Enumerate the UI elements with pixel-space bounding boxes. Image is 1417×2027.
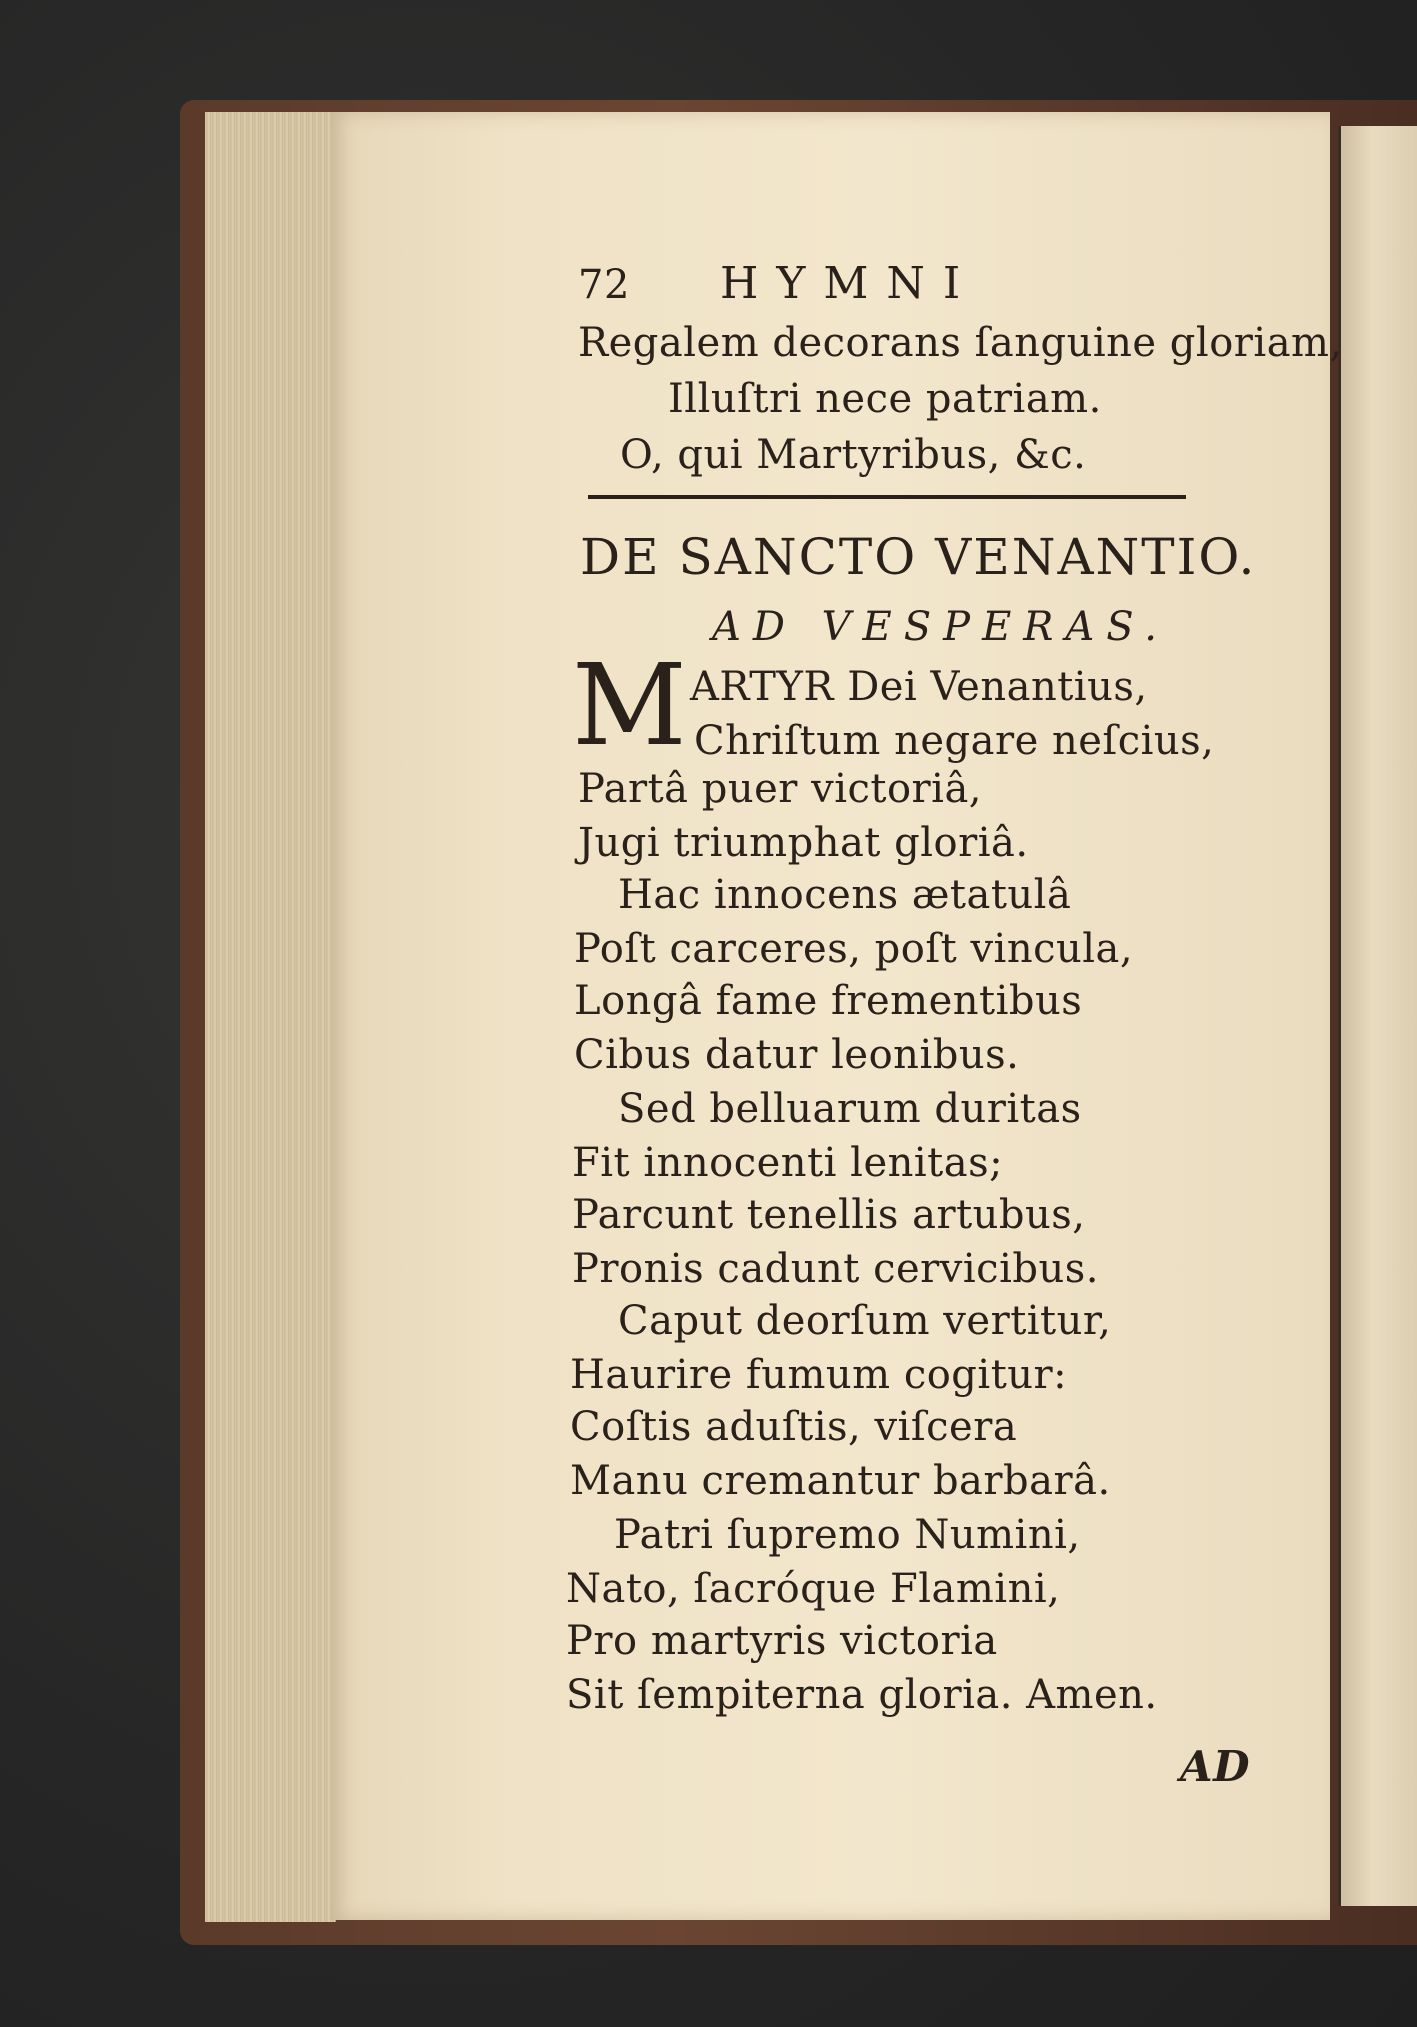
hymn-line: Partâ puer victoriâ, xyxy=(578,766,983,812)
running-title: H Y M N I xyxy=(720,258,963,309)
drop-cap: M xyxy=(572,641,688,771)
section-subtitle: AD VESPERAS. xyxy=(712,604,1169,650)
page-edges xyxy=(205,112,336,1922)
hymn-line: Longâ fame frementibus xyxy=(574,978,1083,1024)
hymn-line: Hac innocens ætatulâ xyxy=(618,872,1072,918)
hymn-line: Jugi triumphat gloriâ. xyxy=(578,820,1029,866)
hymn-line: Sed belluarum duritas xyxy=(618,1086,1082,1132)
hymn-line: Coſtis aduſtis, viſcera xyxy=(570,1404,1018,1450)
hymn-line: Parcunt tenellis artubus, xyxy=(572,1192,1086,1238)
hymn-line: Cibus datur leonibus. xyxy=(574,1032,1020,1078)
hymn-line: Nato, ſacróque Flamini, xyxy=(566,1566,1061,1612)
hymn-line: Pronis cadunt cervicibus. xyxy=(572,1246,1099,1292)
hymn-line: Pro martyris victoria xyxy=(566,1618,998,1664)
section-divider xyxy=(588,495,1186,499)
hymn-line: Haurire fumum cogitur: xyxy=(570,1352,1068,1398)
hymn-line: Poſt carceres, poſt vincula, xyxy=(574,926,1134,972)
stanza-line-3: O, qui Martyribus, &c. xyxy=(620,432,1087,478)
hymn-line: Manu cremantur barbarâ. xyxy=(570,1458,1111,1504)
hymn-line-2: Chriſtum negare neſcius, xyxy=(694,718,1215,764)
hymn-line-1: ARTYR Dei Venantius, xyxy=(690,664,1148,710)
hymn-line: Fit innocenti lenitas; xyxy=(572,1140,1004,1186)
facing-page-edge xyxy=(1338,126,1417,1906)
hymn-line: Caput deorſum vertitur, xyxy=(618,1298,1112,1344)
hymn-line: Patri ſupremo Numini, xyxy=(614,1512,1081,1558)
page-number: 72 xyxy=(578,262,630,308)
stanza-line-2: Illuſtri nece patriam. xyxy=(668,376,1102,422)
catchword: AD xyxy=(1180,1742,1251,1791)
stanza-line-1: Regalem decorans ſanguine gloriam, xyxy=(578,320,1343,366)
hymn-line: Sit ſempiterna gloria. Amen. xyxy=(566,1672,1158,1718)
section-title: DE SANCTO VENANTIO. xyxy=(580,528,1257,586)
